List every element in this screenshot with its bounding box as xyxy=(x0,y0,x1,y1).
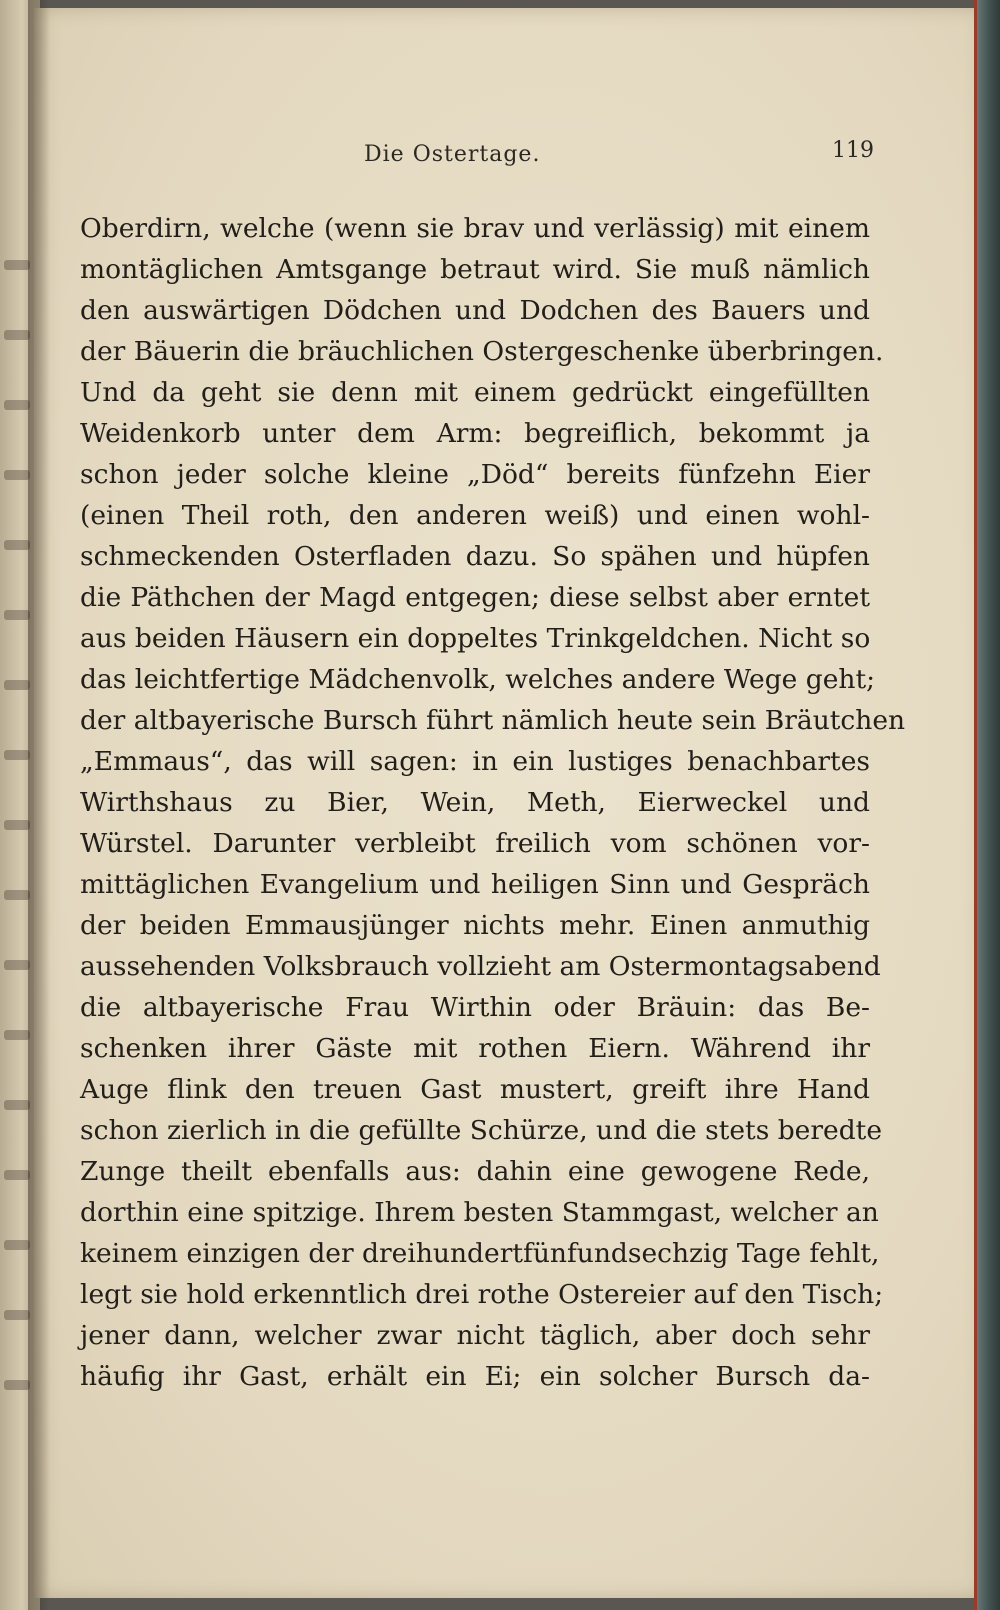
text-line: der Bäuerin die bräuchlichen Ostergeschenke überbringen. xyxy=(80,336,884,367)
text-line: Wirthshaus zu Bier, Wein, Meth, Eierweckel und xyxy=(80,787,870,818)
text-line: der altbayerische Bursch führt nämlich heute sein Bräutchen xyxy=(80,705,906,736)
text-line: dorthin eine spitzige. Ihrem besten Stammgast, welcher an xyxy=(80,1197,879,1228)
text-line: Würstel. Darunter verbleibt freilich vom schönen vor- xyxy=(80,828,870,859)
text-line: montäglichen Amtsgange betraut wird. Sie muß nämlich xyxy=(80,254,870,285)
text-line: schon zierlich in die gefüllte Schürze, und die stets beredte xyxy=(80,1115,883,1146)
cover-trim xyxy=(974,0,977,1610)
text-line: Auge flink den treuen Gast mustert, greift ihre Hand xyxy=(80,1074,870,1105)
page-header xyxy=(34,138,974,178)
text-line: Zunge theilt ebenfalls aus: dahin eine gewogene Rede, xyxy=(80,1156,870,1187)
text-line: aus beiden Häusern ein doppeltes Trinkgeldchen. Nicht so xyxy=(80,623,871,654)
text-line: aussehenden Volksbrauch vollzieht am Ostermontagsabend xyxy=(80,951,881,982)
text-line: Weidenkorb unter dem Arm: begreiflich, bekommt ja xyxy=(80,418,870,449)
text-line: schmeckenden Osterfladen dazu. So spähen und hüpfen xyxy=(80,541,870,572)
running-title: Die Ostertage. xyxy=(364,142,541,167)
text-line: die Päthchen der Magd entgegen; diese selbst aber erntet xyxy=(80,582,870,613)
text-line: häufig ihr Gast, erhält ein Ei; ein solcher Bursch da- xyxy=(80,1361,870,1392)
text-line: keinem einzigen der dreihundertfünfundsechzig Tage fehlt, xyxy=(80,1238,880,1269)
text-line: Oberdirn, welche (wenn sie brav und verlässig) mit einem xyxy=(80,213,870,244)
text-line: jener dann, welcher zwar nicht täglich, aber doch sehr xyxy=(80,1320,870,1351)
text-line: die altbayerische Frau Wirthin oder Bräuin: das Be- xyxy=(80,992,870,1023)
text-line: schon jeder solche kleine „Död“ bereits fünfzehn Eier xyxy=(80,459,870,490)
page-number: 119 xyxy=(832,138,874,163)
text-line: schenken ihrer Gäste mit rothen Eiern. Während ihr xyxy=(80,1033,870,1064)
book-cover-edge xyxy=(974,0,1000,1610)
text-line: den auswärtigen Dödchen und Dodchen des Bauers und xyxy=(80,295,870,326)
text-line: mittäglichen Evangelium und heiligen Sinn und Gespräch xyxy=(80,869,870,900)
book-page xyxy=(34,8,974,1598)
binding-shadow xyxy=(28,0,50,1610)
text-line: der beiden Emmausjünger nichts mehr. Einen anmuthig xyxy=(80,910,870,941)
body-text xyxy=(80,208,906,1397)
text-line: legt sie hold erkenntlich drei rothe Ostereier auf den Tisch; xyxy=(80,1279,884,1310)
text-line: Und da geht sie denn mit einem gedrückt eingefüllten xyxy=(80,377,870,408)
text-line: (einen Theil roth, den anderen weiß) und einen wohl- xyxy=(80,500,870,531)
text-line: „Emmaus“, das will sagen: in ein lustiges benachbartes xyxy=(80,746,870,777)
text-line: das leichtfertige Mädchenvolk, welches andere Wege geht; xyxy=(80,664,876,695)
